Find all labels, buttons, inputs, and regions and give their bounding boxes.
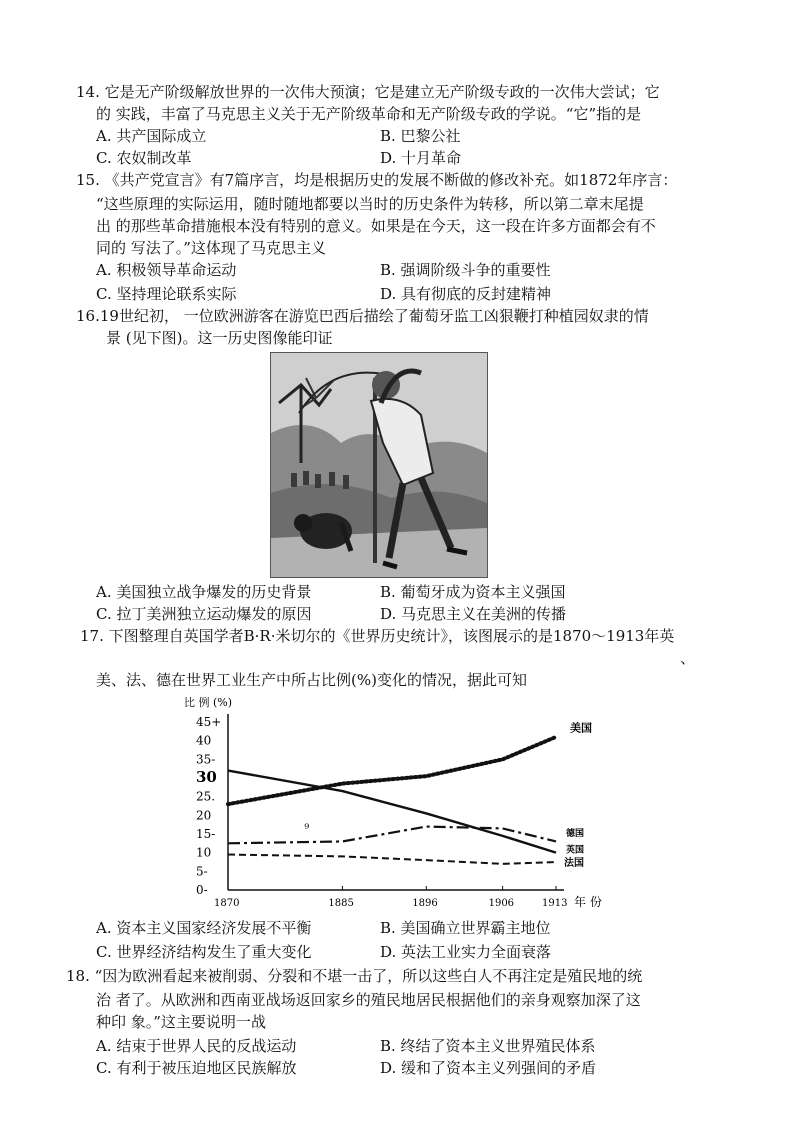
series-label: 英国 — [566, 845, 585, 856]
y-tick-label: 15- — [196, 827, 216, 841]
y-tick-label: 5- — [196, 864, 208, 879]
q14-option-c: C. 农奴制改革 — [96, 149, 192, 167]
series-line-1 — [228, 771, 556, 853]
q18-stem-line2: 治 者了。从欧洲和西南亚战场返回家乡的殖民地居民根据他们的亲身观察加深了这 — [96, 991, 641, 1009]
x-tick-label: 1906 — [488, 898, 515, 909]
q16-option-b: B. 葡萄牙成为资本主义强国 — [380, 583, 566, 601]
x-tick-label: 1913 — [542, 898, 568, 909]
x-tick-label: 1885 — [328, 898, 354, 909]
q17-option-a: A. 资本主义国家经济发展不平衡 — [96, 919, 312, 937]
q17-option-c: C. 世界经济结构发生了重大变化 — [96, 943, 312, 961]
q15-option-b: B. 强调阶级斗争的重要性 — [380, 261, 551, 279]
q14-option-d: D. 十月革命 — [380, 149, 462, 167]
series-label: 德国 — [566, 828, 585, 839]
x-axis-label: 年 份 — [574, 895, 602, 909]
stray-mark: ⁹ — [304, 821, 310, 836]
q16-stem-line2: 景 (见下图)。这一历史图像能印证 — [106, 329, 333, 347]
q16-option-a: A. 美国独立战争爆发的历史背景 — [96, 583, 312, 601]
y-tick-label: 10 — [196, 845, 212, 860]
q15-option-a: A. 积极领导革命运动 — [96, 261, 237, 279]
series-label: 美国 — [570, 721, 592, 735]
q15-stem-line1: 15. 《共产党宣言》有7篇序言，均是根据历史的发展不断做的修改补充。如1872年序言： — [76, 171, 678, 189]
q17-stem-comma: 、 — [680, 649, 696, 667]
y-tick-label: 20 — [196, 808, 212, 823]
y-axis-label: 比 例 (%) — [184, 696, 233, 709]
q14-option-a: A. 共产国际成立 — [96, 127, 207, 145]
y-tick-label: 0- — [196, 883, 208, 897]
y-tick-label: 40 — [196, 733, 212, 748]
q17-stem-line1: 17. 下图整理自英国学者B·R·米切尔的《世界历史统计》，该图展示的是1870～1913年英 — [80, 627, 675, 645]
q14-stem-line1: 14. 它是无产阶级解放世界的一次伟大预演；它是建立无产阶级专政的一次伟大尝试；它 — [76, 83, 660, 101]
q16-stem-line1: 16.19世纪初， 一位欧洲游客在游览巴西后描绘了葡萄牙监工凶狠鞭打种植园奴隶的情 — [76, 307, 649, 325]
industrial-share-chart-svg — [180, 690, 610, 912]
x-tick-label: 1896 — [412, 898, 438, 909]
q18-option-a: A. 结束于世界人民的反战运动 — [96, 1037, 297, 1055]
series-line-0 — [228, 737, 556, 804]
q15-stem-line4: 同的 写法了。”这体现了马克思主义 — [96, 239, 326, 257]
series-line-4 — [228, 855, 556, 864]
q14-option-b: B. 巴黎公社 — [380, 127, 461, 145]
q17-option-d: D. 英法工业实力全面衰落 — [380, 943, 552, 961]
q15-option-c: C. 坚持理论联系实际 — [96, 285, 237, 303]
q17-option-b: B. 美国确立世界霸主地位 — [380, 919, 551, 937]
q18-option-b: B. 终结了资本主义世界殖民体系 — [380, 1037, 596, 1055]
q17-stem-line2: 美、法、德在世界工业生产中所占比例(%)变化的情况，据此可知 — [96, 671, 527, 689]
q18-stem-line3: 种印 象。”这主要说明一战 — [96, 1013, 266, 1031]
whipping-scene-image — [270, 352, 488, 578]
q14-stem-line2: 的 实践，丰富了马克思主义关于无产阶级革命和无产阶级专政的学说。“它”指的是 — [96, 105, 642, 123]
y-tick-label: 25. — [196, 789, 216, 804]
y-tick-label: 35- — [196, 752, 216, 767]
y-tick-label: 45+ — [196, 715, 222, 729]
series-label: 法国 — [564, 858, 584, 870]
x-tick-label: 1870 — [214, 898, 240, 909]
q18-option-c: C. 有利于被压迫地区民族解放 — [96, 1059, 297, 1077]
q15-option-d: D. 具有彻底的反封建精神 — [380, 285, 552, 303]
q16-option-c: C. 拉丁美洲独立运动爆发的原因 — [96, 605, 312, 623]
q15-stem-line3: 出 的那些革命措施根本没有特别的意义。如果是在今天，这一段在许多方面都会有不 — [96, 217, 656, 235]
whipping-scene-drawing — [271, 353, 487, 577]
q15-stem-line2: “这些原理的实际运用，随时随地都要以当时的历史条件为转移，所以第二章末尾提 — [96, 195, 644, 213]
y-tick-label: 30 — [196, 768, 217, 786]
industrial-share-chart — [180, 690, 610, 912]
q18-option-d: D. 缓和了资本主义列强间的矛盾 — [380, 1059, 597, 1077]
q18-stem-line1: 18. “因为欧洲看起来被削弱、分裂和不堪一击了，所以这些白人不再注定是殖民地的统 — [66, 967, 643, 985]
series-line-2 — [228, 827, 556, 844]
q16-option-d: D. 马克思主义在美洲的传播 — [380, 605, 567, 623]
